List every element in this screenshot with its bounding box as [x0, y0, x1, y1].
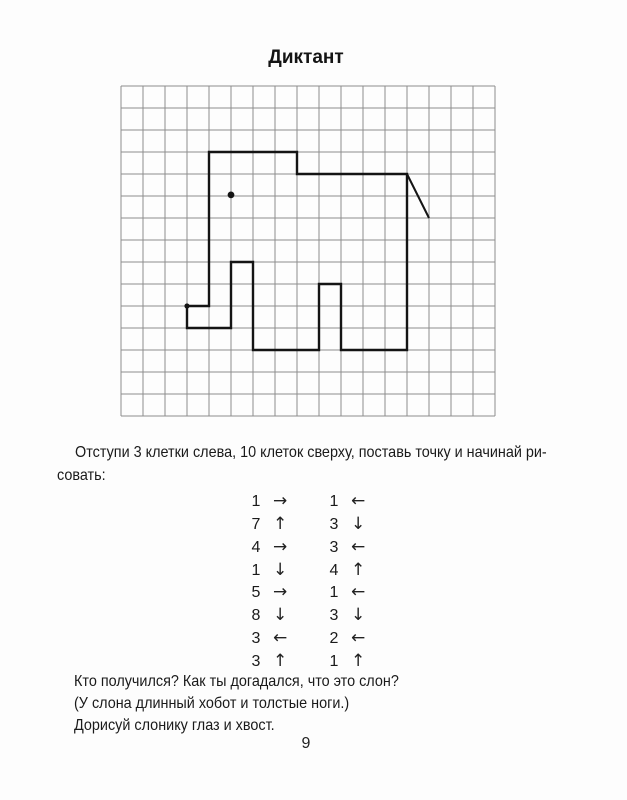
- step-count: 1: [329, 584, 339, 602]
- page-title: Диктант: [268, 47, 344, 68]
- instruction-line-2: совать:: [57, 466, 106, 484]
- drawing-grid-area: [121, 86, 495, 416]
- instruction-paragraph: [57, 442, 547, 487]
- step-count: 7: [251, 515, 261, 533]
- step-count: 1: [251, 561, 261, 579]
- step-count: 3: [329, 607, 339, 625]
- step-arrow: ↑: [273, 650, 288, 671]
- step-arrow: ←: [351, 491, 366, 511]
- step-count: 8: [251, 607, 261, 625]
- step-arrow: ↓: [273, 605, 288, 626]
- step-count: 1: [329, 652, 339, 670]
- step-count: 3: [251, 630, 261, 648]
- start-point-dot: [184, 303, 189, 308]
- instruction-line-1: Отступи 3 клетки слева, 10 клеток сверху, поставь точку и начинай ри-: [75, 444, 547, 461]
- step-arrow: ↑: [273, 513, 288, 534]
- step-count: 1: [251, 493, 261, 510]
- step-arrow: ←: [273, 628, 288, 649]
- question-line-1: Кто получился? Как ты догадался, что это слон?: [74, 673, 399, 690]
- question-line-3: Дорисуй слонику глаз и хвост.: [74, 717, 275, 734]
- step-arrow: ←: [351, 628, 366, 649]
- step-count: 3: [329, 515, 339, 533]
- step-arrow: ↓: [273, 559, 288, 580]
- page-number: 9: [301, 735, 311, 752]
- step-arrow: →: [273, 582, 288, 603]
- step-count: 1: [329, 493, 339, 510]
- step-arrow: ←: [351, 536, 366, 557]
- step-count: 2: [329, 630, 339, 648]
- step-arrow: ←: [351, 582, 366, 603]
- step-count: 5: [251, 584, 261, 602]
- question-line-2: (У слона длинный хобот и толстые ноги.): [74, 695, 350, 712]
- step-count: 4: [251, 538, 261, 556]
- step-count: 4: [329, 561, 339, 579]
- step-arrow: ↓: [351, 513, 366, 534]
- step-arrow: ↑: [351, 559, 366, 580]
- step-count: 3: [251, 652, 261, 670]
- grid-lines: [121, 86, 495, 416]
- step-arrow: ↓: [351, 605, 366, 626]
- questions-paragraph: [74, 671, 399, 737]
- dictation-grid: [121, 86, 495, 416]
- dictation-steps: [249, 491, 381, 674]
- step-arrow: →: [273, 491, 288, 511]
- step-arrow: ↑: [351, 650, 366, 671]
- step-arrow: →: [273, 536, 288, 557]
- step-count: 3: [329, 538, 339, 556]
- elephant-eye-dot: [228, 192, 235, 199]
